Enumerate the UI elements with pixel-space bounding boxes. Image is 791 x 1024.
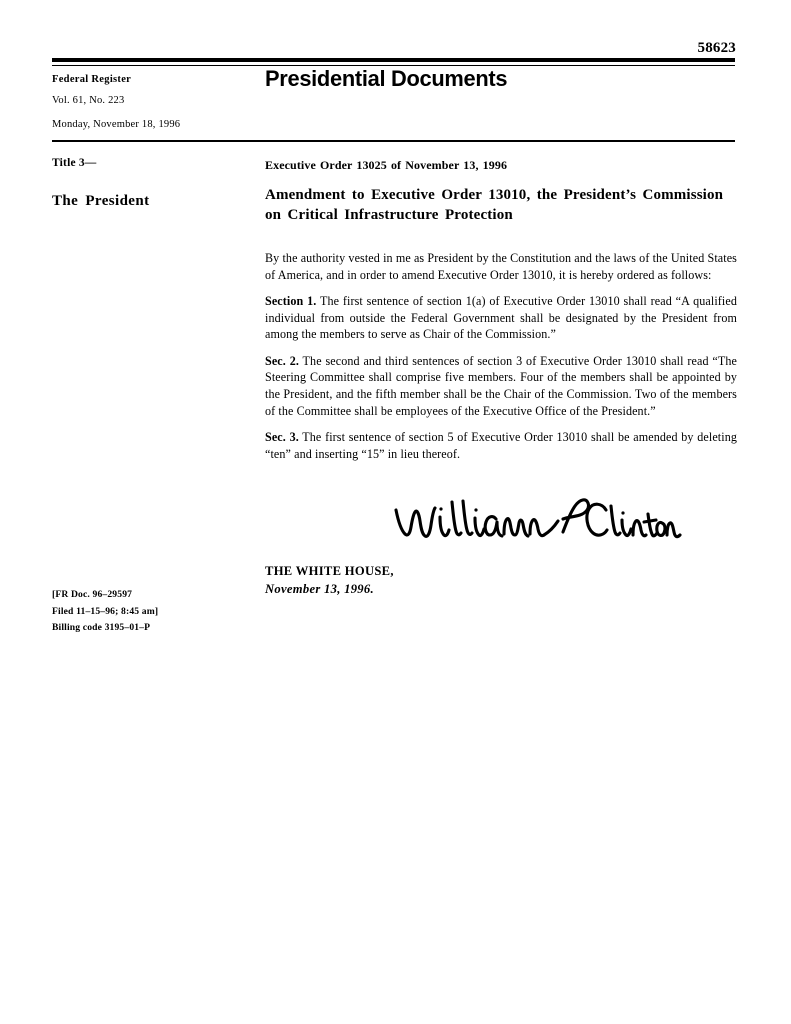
title-block — [52, 157, 252, 209]
paragraph-lead-in: Sec. 2. — [265, 353, 299, 368]
order-paragraph — [265, 353, 737, 419]
paragraph-text: The first sentence of section 5 of Executive Order 13010 shall be amended by deleting “ten” and inserting “15” in lieu thereof. — [265, 430, 738, 461]
publication-date: Monday, November 18, 1996 — [52, 119, 181, 131]
paragraph-text: The first sentence of section 1(a) of Executive Order 13010 shall read “A qualified individual from outside the Federal Government shall be designated by the President from among the members to serve as Chair of the Commission.” — [265, 294, 737, 342]
closing-place: THE WHITE HOUSE, — [265, 564, 394, 578]
section-divider-rule — [52, 140, 735, 142]
title-number: Title 3— — [52, 157, 97, 169]
order-paragraph — [265, 250, 737, 283]
executive-order-heading: Amendment to Executive Order 13010, the President’s Commission on Critical Infrastructure Protection — [265, 187, 724, 223]
fr-doc-number: [FR Doc. 96–29597 — [52, 589, 133, 600]
paragraph-text: The second and third sentences of section 3 of Executive Order 13010 shall read “The Steering Committee shall comprise five members. Four of the members shall be appointed by the President, and the fifth member shall be the Chair of the Commission. Two of the members of the Committee shall be employees of the Executive Office of the President.” — [265, 353, 737, 418]
masthead-title: Presidential Documents — [265, 66, 508, 91]
signature-icon — [392, 492, 682, 548]
filing-block — [52, 587, 262, 637]
page-number: 58623 — [697, 40, 736, 56]
publication-volume-issue: Vol. 61, No. 223 — [52, 94, 125, 106]
order-paragraph — [265, 293, 737, 343]
paragraph-lead-in: Sec. 3. — [265, 430, 299, 445]
paragraph-lead-in: Section 1. — [265, 294, 317, 309]
order-paragraph — [265, 429, 737, 462]
paragraph-text: By the authority vested in me as President by the Constitution and the laws of the United States of America, and in order to amend Executive Order 13010, it is hereby ordered as follows: — [265, 251, 737, 282]
fr-filed-stamp: Filed 11–15–96; 8:45 am] — [52, 605, 159, 617]
masthead-publication-info — [52, 74, 252, 131]
order-body — [265, 250, 737, 462]
fr-billing-code: Billing code 3195–01–P — [52, 622, 151, 633]
closing-block — [265, 564, 394, 597]
title-name: The President — [52, 192, 150, 209]
publication-name: Federal Register — [52, 74, 132, 85]
masthead-rule-thick — [52, 58, 735, 62]
executive-order-citation: Executive Order 13025 of November 13, 1996 — [265, 158, 508, 172]
closing-date: November 13, 1996. — [265, 581, 374, 596]
